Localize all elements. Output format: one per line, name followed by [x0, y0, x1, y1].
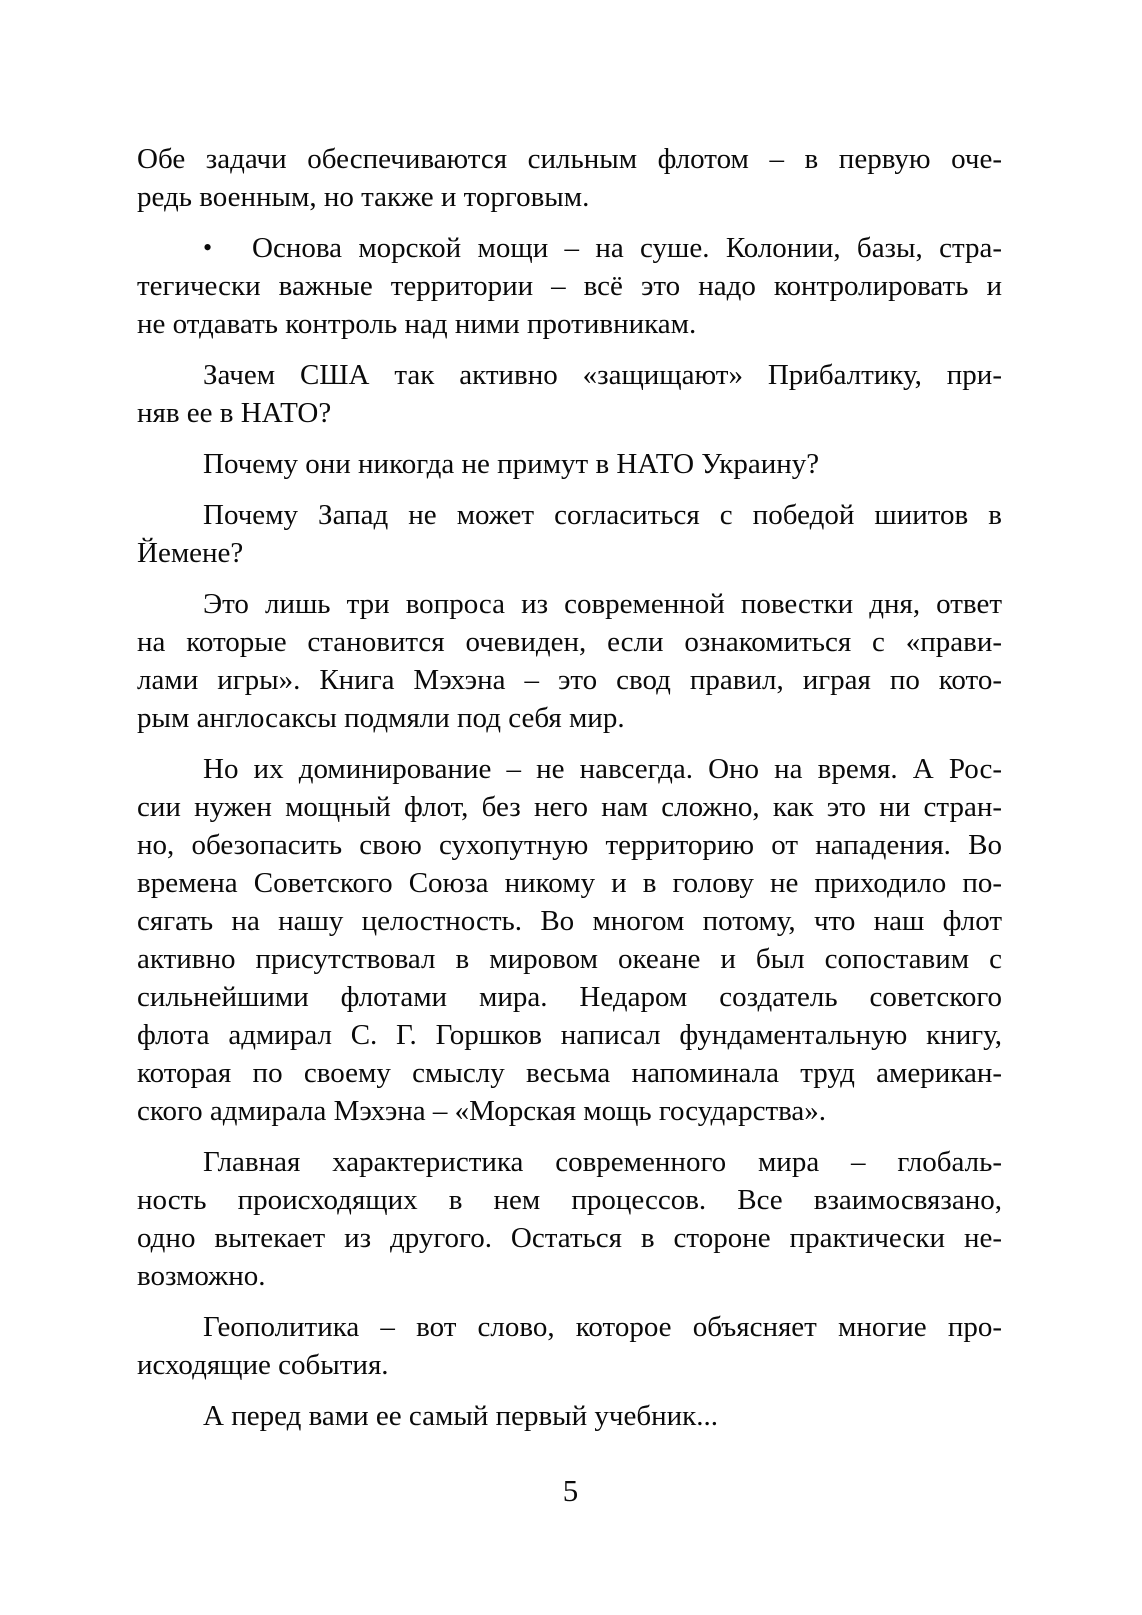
text-line: Йемене? — [137, 537, 244, 569]
paragraph — [137, 140, 1002, 216]
text-line: Но их доминирование – не навсегда. Оно на время. А Рос- — [203, 753, 1002, 785]
text-line: лами игры». Книга Мэхэна – это свод правил, играя по кото- — [137, 664, 1002, 696]
text-line: возможно. — [137, 1260, 266, 1292]
text-line: сильнейшими флотами мира. Недаром создатель советского — [137, 981, 1002, 1013]
paragraph — [137, 356, 1002, 432]
text-line: Почему Запад не может согласиться с победой шиитов в — [203, 499, 1002, 531]
text-line: няв ее в НАТО? — [137, 397, 332, 429]
text-line: Обе задачи обеспечиваются сильным флотом – в первую оче- — [137, 143, 1002, 175]
text-line: сягать на нашу целостность. Во многом потому, что наш флот — [137, 905, 1002, 937]
text-line: активно присутствовал в мировом океане и был сопоставим с — [137, 943, 1002, 975]
text-line: тегически важные территории – всё это надо контролировать и — [137, 270, 1002, 302]
text-line: времена Советского Союза никому и в голову не приходило по- — [137, 867, 1002, 899]
paragraph — [137, 445, 1002, 483]
paragraph — [137, 585, 1002, 737]
paragraph — [137, 229, 1002, 343]
text-line: редь военным, но также и торговым. — [137, 181, 590, 213]
text-line: исходящие события. — [137, 1349, 389, 1381]
text-line: не отдавать контроль над ними противникам. — [137, 308, 697, 340]
text-line: • Основа морской мощи – на суше. Колонии, базы, стра- — [137, 229, 1002, 267]
text-line: Почему они никогда не примут в НАТО Украину? — [203, 448, 820, 480]
paragraph — [137, 1308, 1002, 1384]
text-block — [137, 140, 1002, 1448]
paragraph — [137, 1397, 1002, 1435]
text-line: ского адмирала Мэхэна – «Морская мощь государства». — [137, 1095, 827, 1127]
text-line: рым англосаксы подмяли под себя мир. — [137, 702, 625, 734]
text-line: флота адмирал С. Г. Горшков написал фундаментальную книгу, — [137, 1019, 1002, 1051]
text-line: одно вытекает из другого. Остаться в стороне практически не- — [137, 1222, 1002, 1254]
text-line: но, обезопасить свою сухопутную территорию от нападения. Во — [137, 829, 1002, 861]
paragraph — [137, 750, 1002, 1130]
text-line: которая по своему смыслу весьма напоминала труд американ- — [137, 1057, 1002, 1089]
text-line: Геополитика – вот слово, которое объясняет многие про- — [203, 1311, 1002, 1343]
text-line: на которые становится очевиден, если ознакомиться с «прави- — [137, 626, 1002, 658]
paragraph — [137, 496, 1002, 572]
text-line: сии нужен мощный флот, без него нам сложно, как это ни стран- — [137, 791, 1002, 823]
text-line: Это лишь три вопроса из современной повестки дня, ответ — [203, 588, 1002, 620]
bullet-icon: • — [203, 233, 213, 262]
paragraph — [137, 1143, 1002, 1295]
text-line: А перед вами ее самый первый учебник... — [203, 1400, 719, 1432]
text-line: ность происходящих в нем процессов. Все взаимосвязано, — [137, 1184, 1002, 1216]
text-line: Главная характеристика современного мира – глобаль- — [203, 1146, 1002, 1178]
page-number: 5 — [562, 1473, 580, 1508]
text-line: Зачем США так активно «защищают» Прибалтику, при- — [203, 359, 1002, 391]
